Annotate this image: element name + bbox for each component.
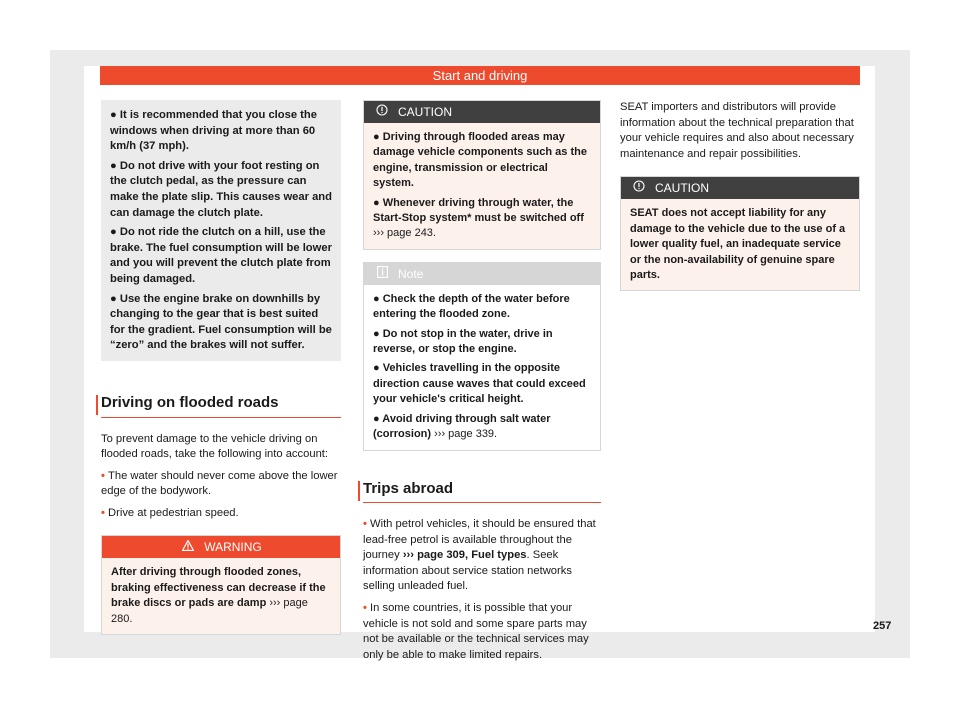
section-title-flooded-roads: Driving on flooded roads xyxy=(101,395,341,418)
caution-item: ● Whenever driving through water, the Start-Stop system* must be switched off ››› page 243. xyxy=(373,196,584,240)
tip-item: ● It is recommended that you close the windows when driving at more than 60 km/h (37 mph). xyxy=(110,109,317,153)
caution-box xyxy=(620,176,860,291)
warning-icon xyxy=(180,537,196,559)
body-paragraph: SEAT importers and distributors will provide information about the technical preparation that your vehicle requires and also about necessary maintenance and repair possibilities. xyxy=(620,101,854,160)
caution-body xyxy=(364,123,600,249)
note-box xyxy=(363,262,601,451)
note-item: ● Vehicles travelling in the opposite direction cause waves that could exceed your vehicle's critical height. xyxy=(373,362,586,406)
page-reference-link[interactable]: ››› page 339. xyxy=(434,428,498,441)
page-reference-link[interactable]: ››› page 243. xyxy=(373,227,436,240)
caution-icon xyxy=(631,178,647,200)
column-middle xyxy=(363,100,601,669)
list-item: • With petrol vehicles, it should be ensured that lead-free petrol is available throughout the journey ››› page 309, Fuel types. Seek information about service station networks selling unleaded fuel. xyxy=(363,518,596,593)
page-reference-link[interactable]: ››› page 309, Fuel types xyxy=(402,549,527,562)
caution-icon xyxy=(374,102,390,124)
section-title-trips-abroad: Trips abroad xyxy=(363,481,601,504)
caution-body: SEAT does not accept liability for any damage to the vehicle due to the use of a lower quality fuel, an inadequate service or the non-availability of genuine spare parts. xyxy=(621,199,859,290)
note-item: ● Check the depth of the water before entering the flooded zone. xyxy=(373,292,570,321)
note-item: ● Do not stop in the water, drive in reverse, or stop the engine. xyxy=(373,327,553,356)
tip-item: ● Do not ride the clutch on a hill, use the brake. The fuel consumption will be lower and you will prevent the clutch plate from being damaged. xyxy=(110,226,332,285)
intro-text: To prevent damage to the vehicle driving on flooded roads, take the following into account: xyxy=(101,432,329,461)
warning-box xyxy=(101,535,341,635)
note-item: ● Avoid driving through salt water (corrosion) ››› page 339. xyxy=(373,412,551,441)
list-item: • The water should never come above the lower edge of the bodywork. xyxy=(101,469,338,498)
list-item: • In some countries, it is possible that your vehicle is not sold and some spare parts may not be available or the technical services may only be able to make limited repairs. xyxy=(363,602,589,661)
list-item: • Drive at pedestrian speed. xyxy=(101,506,239,519)
caution-item: ● Driving through flooded areas may damage vehicle components such as the engine, transmission or electrical system. xyxy=(373,131,587,190)
caution-header: CAUTION xyxy=(621,177,859,199)
info-icon xyxy=(374,264,390,286)
caution-header: CAUTION xyxy=(364,101,600,123)
warning-header: WARNING xyxy=(102,536,340,558)
tip-item: ● Use the engine brake on downhills by changing to the gear that is best suited for the gradient. Fuel consumption will be “zero” and the brakes will not suffer. xyxy=(110,292,332,352)
note-header: Note xyxy=(364,263,600,285)
page-number: 257 xyxy=(873,620,892,632)
tips-box xyxy=(101,100,341,361)
tip-item: ● Do not drive with your foot resting on the clutch pedal, as the pressure can make the plate slip. This causes wear and can damage the clutch plate. xyxy=(110,159,332,219)
caution-box xyxy=(363,100,601,250)
page-reference-link[interactable]: ››› page 280. xyxy=(111,597,308,625)
note-body xyxy=(364,285,600,450)
chapter-header: Start and driving xyxy=(100,66,860,85)
column-left xyxy=(101,100,341,635)
column-right xyxy=(620,100,860,291)
warning-body: After driving through flooded zones, braking effectiveness can decrease if the brake discs or pads are damp ››› page 280. xyxy=(102,558,340,634)
